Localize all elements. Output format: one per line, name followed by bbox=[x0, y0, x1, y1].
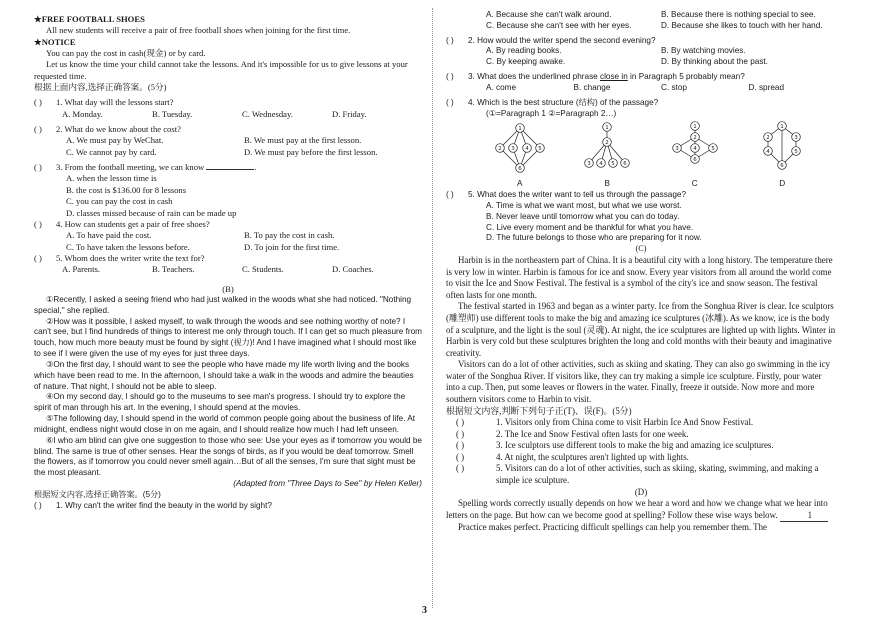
part-c-label: (C) bbox=[635, 244, 647, 254]
question-b4 bbox=[446, 98, 836, 109]
option: A. Time is what we want most, but what we use worst. bbox=[486, 200, 682, 210]
left-column bbox=[34, 14, 422, 511]
paragraph: Practice makes perfect. Practicing difficult spellings can help you remember them. The bbox=[458, 522, 767, 533]
part-b-label: (B) bbox=[222, 283, 234, 294]
question-a3: ( ) 3. From the football meeting, we can know . bbox=[34, 162, 257, 173]
question-stem: 2. How would the writer spend the second evening? bbox=[468, 35, 656, 45]
options-row bbox=[34, 264, 422, 275]
svg-text:1: 1 bbox=[518, 126, 522, 133]
option: B. Tuesday. bbox=[152, 108, 193, 119]
paragraph bbox=[446, 498, 836, 522]
answer-paren[interactable]: ( ) bbox=[34, 97, 42, 108]
paragraph: ①Recently, I asked a seeing friend who had just walked in the woods what she had noticed. "Nothing special," she replied. bbox=[34, 294, 412, 315]
part-c-instruction: 根据短文内容,判断下列句子正(T)、误(F)。(5分) bbox=[446, 405, 632, 416]
svg-text:2: 2 bbox=[498, 146, 502, 153]
tf-statement bbox=[446, 417, 836, 429]
option: B. Because there is nothing special to see. bbox=[661, 10, 816, 19]
answer-paren[interactable]: ( ) bbox=[446, 190, 454, 200]
question-stem: 5. Whom does the writer write the text for? bbox=[56, 252, 205, 263]
answer-paren[interactable]: ( ) bbox=[34, 500, 42, 510]
paragraph-text: Spelling words correctly usually depends on how we hear a word and how we change what we hear into letters on the page. But how can we become good at spelling? Follow these wise ways below. bbox=[446, 498, 828, 520]
structure-option-a bbox=[494, 121, 546, 190]
svg-text:5: 5 bbox=[538, 146, 542, 153]
free-shoes-title: ★FREE FOOTBALL SHOES bbox=[34, 14, 145, 24]
structure-label: B bbox=[604, 179, 610, 189]
right-column bbox=[446, 10, 836, 534]
structure-diagram-b bbox=[581, 121, 633, 175]
svg-text:5: 5 bbox=[711, 146, 715, 153]
svg-text:5: 5 bbox=[611, 161, 615, 168]
option: B. Teachers. bbox=[152, 264, 195, 275]
part-b-instruction: 根据短文内容,选择正确答案。(5分) bbox=[34, 489, 161, 499]
structure-option-d bbox=[756, 121, 808, 190]
option: A. Because she can't walk around. bbox=[486, 10, 612, 19]
svg-text:2: 2 bbox=[693, 135, 697, 142]
option: D. By thinking about the past. bbox=[661, 57, 768, 67]
option: C. By keeping awake. bbox=[486, 57, 566, 67]
option: B. By watching movies. bbox=[661, 46, 746, 56]
options-grid bbox=[34, 230, 422, 253]
underlined-phrase: close in bbox=[600, 72, 628, 82]
structure-label: C bbox=[691, 179, 698, 189]
option: A. Monday. bbox=[62, 108, 103, 119]
part-a-instruction: 根据上面内容,选择正确答案。(5分) bbox=[34, 82, 167, 93]
notice-title: ★NOTICE bbox=[34, 36, 76, 47]
options-grid bbox=[446, 46, 836, 68]
svg-text:6: 6 bbox=[623, 161, 627, 168]
option: D. Friday. bbox=[332, 108, 367, 119]
question-stem: 2. What do we know about the cost? bbox=[56, 124, 181, 135]
part-d-label: (D) bbox=[634, 486, 648, 497]
notice-line-1: You can pay the cost in cash(现金) or by card. bbox=[46, 48, 206, 59]
option: A. By reading books. bbox=[486, 46, 562, 56]
option: C. We cannot pay by card. bbox=[66, 146, 157, 157]
option: A. Parents. bbox=[62, 264, 100, 275]
structure-diagram-a bbox=[494, 121, 546, 175]
svg-text:6: 6 bbox=[518, 166, 522, 173]
question-stem: 1. What day will the lessons start? bbox=[56, 97, 174, 108]
svg-text:1: 1 bbox=[693, 124, 697, 131]
structure-diagrams bbox=[446, 121, 836, 190]
svg-text:1: 1 bbox=[780, 124, 784, 131]
statement-text: 2. The Ice and Snow Festival often lasts for one week. bbox=[496, 428, 689, 439]
statement-text: 5. Visitors can do a lot of other activities, such as skiing, skating, swimming, and making a simple ice sculpture. bbox=[496, 463, 819, 486]
options-grid bbox=[34, 135, 422, 158]
column-divider bbox=[432, 8, 433, 608]
notice-line-2: Let us know the time your child cannot take the lessons. And it's impossible for us to give lessons at your requested time. bbox=[34, 59, 408, 81]
part-c-passage bbox=[446, 255, 836, 534]
option: B. change bbox=[573, 82, 611, 92]
paragraph: ②How was it possible, I asked myself, to walk through the woods and see nothing worthy of note? I can't see, but I find hundreds of things to interest me only through touch. If I can get so much pleasure from touch, how much more beauty must be found by sight (视力)! And I have imagined what I should most like to see if I were given the use of my eyes for just three days. bbox=[34, 316, 422, 359]
question-stem: 3. From the football meeting, we can know bbox=[56, 162, 205, 173]
svg-text:4: 4 bbox=[693, 146, 697, 153]
answer-paren[interactable]: ( ) bbox=[456, 463, 465, 474]
option: B. Never leave until tomorrow what you can do today. bbox=[486, 211, 680, 221]
answer-paren[interactable]: ( ) bbox=[446, 72, 454, 82]
paragraph: ⑤The following day, I should spend in the world of common people going about the business of life. At midnight, endless night would close in on me again, and I should realize how much I had left unseen. bbox=[34, 414, 416, 434]
structure-diagram-d bbox=[756, 121, 808, 175]
structure-label: D bbox=[779, 179, 786, 189]
tf-statement bbox=[446, 429, 836, 441]
option: D. The future belongs to those who are preparing for it now. bbox=[486, 233, 702, 243]
question-a5 bbox=[34, 253, 422, 264]
svg-text:4: 4 bbox=[766, 149, 770, 156]
options-grid bbox=[446, 10, 836, 32]
tf-statement bbox=[446, 440, 836, 452]
paragraph: ④On my second day, I should go to the museums to see man's progress. I should try to explore the spirit of man through his art. In the evening, I should spend at the movies. bbox=[34, 392, 406, 413]
options-column bbox=[446, 201, 836, 244]
question-stem: 5. What does the writer want to tell us through the passage? bbox=[468, 190, 687, 200]
statement-text: 1. Visitors only from China come to visit Harbin Ice And Snow Festival. bbox=[496, 417, 754, 428]
svg-text:1: 1 bbox=[605, 125, 609, 132]
option: D. Coaches. bbox=[332, 264, 374, 275]
question-b2 bbox=[446, 36, 836, 47]
option: D. To join for the first time. bbox=[244, 241, 340, 252]
answer-paren[interactable]: ( ) bbox=[34, 162, 42, 173]
answer-blank[interactable]: 1 bbox=[780, 510, 828, 523]
answer-paren[interactable]: ( ) bbox=[456, 451, 465, 462]
answer-paren[interactable]: ( ) bbox=[456, 417, 465, 428]
question-stem: 1. Why can't the writer find the beauty in the world by sight? bbox=[56, 500, 272, 510]
part-b-passage bbox=[34, 295, 422, 512]
answer-paren[interactable]: ( ) bbox=[446, 97, 454, 107]
question-a2 bbox=[34, 124, 422, 135]
svg-text:3: 3 bbox=[511, 146, 515, 153]
option: B. the cost is $136.00 for 8 lessons bbox=[66, 184, 187, 195]
svg-text:4: 4 bbox=[599, 161, 603, 168]
answer-paren[interactable]: ( ) bbox=[34, 252, 42, 263]
tf-statement bbox=[446, 463, 836, 486]
option: A. come bbox=[486, 82, 517, 92]
svg-text:3: 3 bbox=[794, 135, 798, 142]
options-column bbox=[34, 173, 422, 218]
svg-text:6: 6 bbox=[693, 157, 697, 164]
option: B. To pay the cost in cash. bbox=[244, 230, 335, 241]
answer-paren[interactable]: ( ) bbox=[34, 218, 42, 229]
question-stem: 4. Which is the best structure (结构) of the passage? bbox=[468, 97, 659, 107]
paragraph: ⑥I who am blind can give one suggestion to those who see: Use your eyes as if tomorrow you would be blind. The same is true of other senses. Hear the songs of birds, as if you would be deaf tomorrow. Smell the flowers, as if tomorrow you could never smell again…But of all the senses, I'm sure that sight must be the most pleasant. bbox=[34, 435, 422, 478]
question-stem-part: in Paragraph 5 probably mean? bbox=[627, 72, 745, 82]
svg-text:3: 3 bbox=[587, 161, 591, 168]
structure-option-b bbox=[581, 121, 633, 190]
option: B. We must pay at the first lesson. bbox=[244, 135, 362, 146]
question-a4 bbox=[34, 219, 422, 230]
option: D. Because she likes to touch with her hand. bbox=[661, 20, 823, 30]
paragraph: ③On the first day, I should want to see the people who have made my life worth living and the books which have been read to me. In the afternoon, I should take a walk in the woods and admire the beauties of nature. That night, I should not be able to sleep. bbox=[34, 359, 414, 391]
option: C. Because she can't see with her eyes. bbox=[486, 20, 632, 30]
option: C. Wednesday. bbox=[242, 108, 293, 119]
answer-paren[interactable]: ( ) bbox=[34, 124, 42, 135]
question-stem: 4. How can students get a pair of free shoes? bbox=[56, 218, 210, 229]
svg-text:4: 4 bbox=[525, 146, 529, 153]
question-b1 bbox=[34, 501, 422, 512]
svg-text:6: 6 bbox=[780, 163, 784, 170]
option: A. We must pay by WeChat. bbox=[66, 135, 164, 146]
option: D. We must pay before the first lesson. bbox=[244, 146, 378, 157]
question-a1 bbox=[34, 97, 422, 108]
tf-statement bbox=[446, 452, 836, 464]
option: D. classes missed because of rain can be made up bbox=[66, 207, 237, 218]
svg-text:5: 5 bbox=[794, 149, 798, 156]
options-row bbox=[446, 83, 836, 94]
structure-label: A bbox=[517, 179, 523, 189]
question-stem-part: 3. What does the underlined phrase bbox=[468, 72, 600, 82]
free-shoes-text: All new students will receive a pair of free football shoes when joining for the first time. bbox=[46, 25, 351, 36]
options-row bbox=[34, 109, 422, 120]
answer-paren[interactable]: ( ) bbox=[456, 428, 465, 439]
structure-diagram-c bbox=[669, 121, 721, 175]
paragraph: Visitors can do a lot of other activities, such as skiing and skating. They can also go swimming in the icy water of the Songhua River. If visitors like, they can try making a simple ice sculpture. Firstly, pour water into a cup. Then, put some leaves or flowers in the water. Finally, freeze it outside. Now more and more southern visitors come to Harbin to visit. bbox=[446, 359, 830, 405]
paragraph-key: (①=Paragraph 1 ②=Paragraph 2…) bbox=[486, 108, 617, 118]
option: A. when the lesson time is bbox=[66, 173, 157, 184]
question-b5 bbox=[446, 190, 836, 201]
svg-text:2: 2 bbox=[766, 135, 770, 142]
answer-paren[interactable]: ( ) bbox=[446, 35, 454, 45]
option: C. Live every moment and be thankful for what you have. bbox=[486, 222, 694, 232]
source-note: (Adapted from "Three Days to See" by Helen Keller) bbox=[233, 478, 422, 488]
option: D. spread bbox=[748, 82, 784, 92]
answer-paren[interactable]: ( ) bbox=[456, 440, 465, 451]
option: C. To have taken the lessons before. bbox=[66, 241, 190, 252]
svg-text:3: 3 bbox=[675, 146, 679, 153]
answer-blank[interactable] bbox=[206, 169, 254, 170]
svg-text:2: 2 bbox=[605, 140, 609, 147]
option: A. To have paid the cost. bbox=[66, 230, 152, 241]
question-b3 bbox=[446, 72, 836, 83]
statement-text: 3. Ice sculptors use different tools to make the big and amazing ice sculptures. bbox=[496, 440, 774, 451]
statement-text: 4. At night, the sculptures aren't lighted up with lights. bbox=[496, 451, 689, 462]
page-number: 3 bbox=[422, 605, 427, 616]
paragraph: Harbin is in the northeastern part of China. It is a beautiful city with a long history. The temperature there is very low in winter. Harbin is famous for ice and snow. Every year visitors from all around the world come to visit the Ice and Snow Festival. The festival is a symbol of the city's ice and snow season. The festival often lasts for one month. bbox=[446, 255, 833, 300]
option: C. stop bbox=[661, 82, 687, 92]
paragraph: The festival started in 1963 and began as a winter party. Ice from the Songhua River is clear. Ice sculptors (雕塑师) use different tools to make the big and amazing ice sculptures (冰雕). As we know, ice is the body of a sculpture, and the light is the soul (灵魂). At night, the ice sculptures are lighted up with lights. Winter in Harbin is very cold but these sculptures brighten the long and cold months with their beauty and imaginative creativity. bbox=[446, 301, 836, 358]
structure-option-c bbox=[669, 121, 721, 190]
option: C. Students. bbox=[242, 264, 284, 275]
option: C. you can pay the cost in cash bbox=[66, 196, 173, 207]
